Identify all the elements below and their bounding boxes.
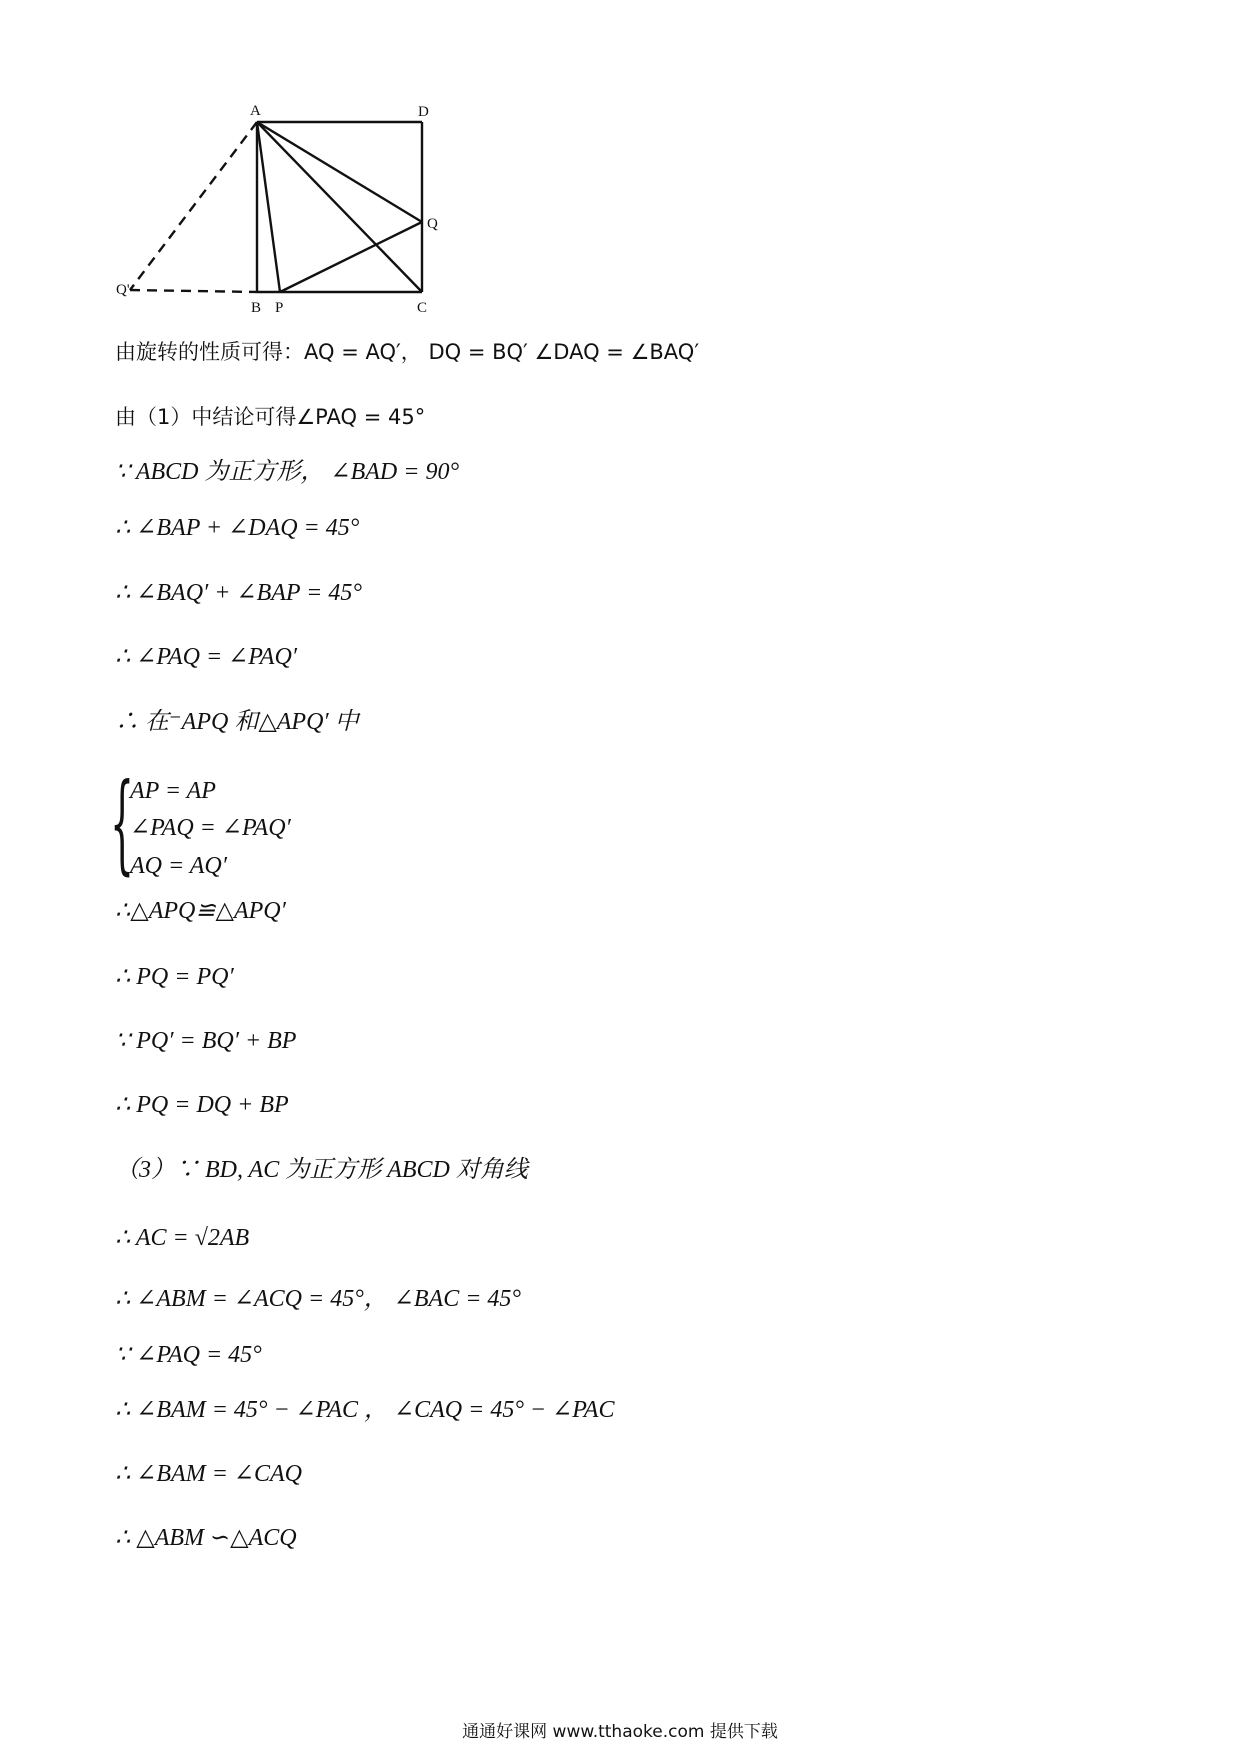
line-pq-result: ∴ PQ = DQ + BP — [115, 1092, 289, 1118]
label-P: P — [275, 300, 284, 316]
segment-AP — [257, 122, 280, 292]
label-A: A — [250, 103, 261, 119]
segment-QprimeB-dashed — [130, 290, 257, 292]
line-pq-equal: ∴ PQ = PQ′ — [115, 964, 234, 990]
system-row-3: AQ = AQ′ — [130, 853, 227, 879]
line-conclusion-1: 由（1）中结论可得∠PAQ = 45° — [115, 405, 426, 429]
line-bam-equals-caq: ∴ ∠BAM = ∠CAQ — [115, 1461, 302, 1487]
line-sum-baqprime-bap: ∴ ∠BAQ′ + ∠BAP = 45° — [115, 580, 362, 606]
label-Qprime: Q' — [116, 282, 130, 298]
line-congruent: ∴△APQ≌△APQ′ — [115, 898, 286, 924]
segment-AQprime-dashed — [130, 122, 257, 290]
line-sum-bap-daq: ∴ ∠BAP + ∠DAQ = 45° — [115, 515, 360, 541]
label-Q: Q — [427, 216, 438, 232]
system-row-2: ∠PAQ = ∠PAQ′ — [130, 815, 291, 841]
line-rotation-property: 由旋转的性质可得：AQ = AQ′， DQ = BQ′ ∠DAQ = ∠BAQ′ — [115, 340, 700, 364]
line-square-angle: ∵ ABCD 为正方形， ∠BAD = 90° — [115, 459, 460, 485]
label-D: D — [418, 104, 429, 120]
line-part-3: （3）∵ BD, AC 为正方形 ABCD 对角线 — [115, 1157, 528, 1183]
label-C: C — [417, 300, 428, 316]
line-paq-45: ∵ ∠PAQ = 45° — [115, 1342, 262, 1368]
line-ac-sqrt2: ∴ AC = √2AB — [115, 1225, 250, 1251]
line-angles-45: ∴ ∠ABM = ∠ACQ = 45°， ∠BAC = 45° — [115, 1286, 522, 1312]
line-angle-equal: ∴ ∠PAQ = ∠PAQ′ — [115, 644, 298, 670]
line-in-triangles: ∴ 在⁻APQ 和△APQ′ 中 — [115, 709, 359, 735]
geometry-figure — [116, 100, 460, 316]
line-pqprime-sum: ∵ PQ′ = BQ′ + BP — [115, 1028, 297, 1054]
equation-system — [110, 761, 430, 886]
segment-PQ — [280, 222, 422, 292]
label-B: B — [251, 300, 262, 316]
line-similar-triangles: ∴ △ABM ∽△ACQ — [115, 1525, 297, 1551]
footer-watermark: 通通好课网 www.tthaoke.com 提供下载 — [462, 1722, 778, 1742]
system-row-1: AP = AP — [130, 778, 216, 804]
line-bam-caq: ∴ ∠BAM = 45° − ∠PAC ， ∠CAQ = 45° − ∠PAC — [115, 1397, 615, 1423]
left-brace: { — [110, 761, 135, 886]
